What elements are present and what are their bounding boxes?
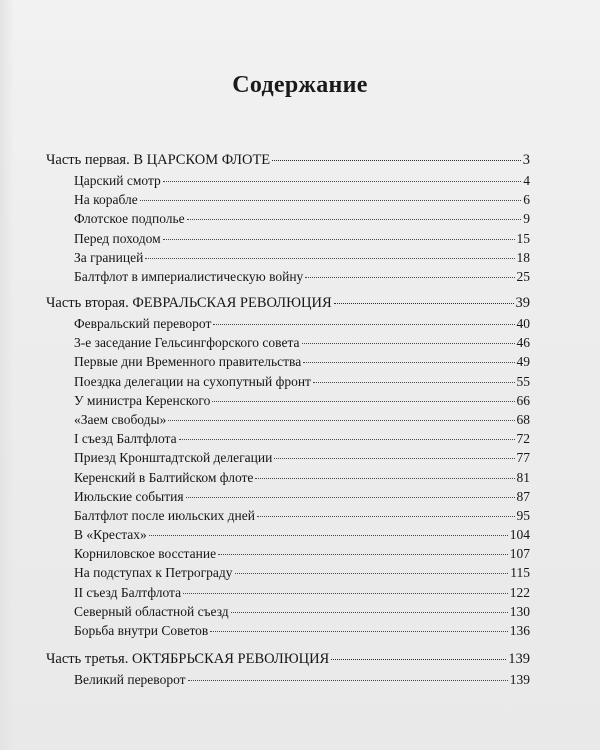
dot-leader [235,573,509,574]
dot-leader [213,324,514,325]
toc-entry[interactable] [46,583,530,602]
toc-page-number: 107 [509,546,530,562]
toc-entry-label: Балтфлот после июльских дней [74,507,255,523]
toc-entry-label: Флотское подполье [74,211,185,227]
toc-page-number: 25 [516,268,530,284]
toc-entry[interactable] [46,621,530,640]
toc-page-number: 87 [516,488,530,504]
toc-entry-label: В «Крестах» [74,527,147,543]
page-title: Содержание [232,72,368,98]
toc-entry-label: 3-е заседание Гельсингфорского совета [74,335,300,351]
toc-entry[interactable] [46,410,530,429]
dot-leader [257,516,515,517]
toc-page-number: 55 [516,373,530,389]
toc-page-number: 6 [523,192,530,208]
toc-page-number: 115 [510,565,530,581]
toc-page-number: 122 [509,584,530,600]
toc-page-number: 9 [523,211,530,227]
dot-leader [163,239,515,240]
toc-part-label: Часть третья. ОКТЯБРЬСКАЯ РЕВОЛЮЦИЯ [46,651,330,667]
toc-entry-label: Первые дни Временного правительства [74,354,302,370]
dot-leader [218,554,508,555]
toc-entry-label: I съезд Балтфлота [74,431,177,447]
toc-entry-label: Северный областной съезд [74,603,229,619]
toc-entry[interactable] [46,487,530,506]
toc-entry[interactable] [46,314,530,333]
toc-page-number: 15 [516,230,530,246]
dot-leader [331,659,506,660]
toc-entry[interactable] [46,209,530,228]
toc-entry[interactable] [46,171,530,190]
dot-leader [187,219,522,220]
toc-page-number: 39 [515,295,530,311]
toc-entry[interactable] [46,448,530,467]
dot-leader [188,680,508,681]
toc-entry[interactable] [46,267,530,286]
dot-leader [149,535,508,536]
dot-leader [303,362,514,363]
toc-part-heading[interactable] [46,292,530,314]
toc-page-number: 4 [523,173,530,188]
toc-page-number: 72 [516,431,530,447]
toc-entry-label: «Заем свободы» [74,411,167,427]
toc-entry-label: За границей [74,249,144,265]
dot-leader [210,631,507,632]
toc-entry-label: Балтфлот в империалистическую войну [74,268,304,284]
toc-entry[interactable] [46,333,530,352]
page-edge-shadow [0,0,14,750]
dot-leader [272,160,521,161]
dot-leader [313,382,515,383]
toc-page-number: 104 [509,527,530,543]
toc-entry-label: II съезд Балтфлота [74,584,182,600]
dot-leader [305,277,514,278]
dot-leader [255,478,514,479]
toc-entry[interactable] [46,468,530,487]
toc-entry[interactable] [46,248,530,267]
toc-entry-label: У министра Керенского [74,392,211,408]
dot-leader [274,458,514,459]
toc-entry[interactable] [46,506,530,525]
toc-part-heading[interactable] [46,149,530,171]
toc-page-number: 130 [509,603,530,619]
toc-page-number: 40 [516,316,530,331]
toc-page-number: 46 [516,335,530,351]
toc-page-number: 18 [516,249,530,265]
toc-entry[interactable] [46,670,530,689]
dot-leader [145,258,514,259]
toc-part-1 [46,149,530,286]
toc-entry-label: Керенский в Балтийском флоте [74,469,254,485]
toc-entry-label: На подступах к Петрограду [74,565,233,581]
toc-page-number: 139 [508,651,530,667]
toc-entry[interactable] [46,372,530,391]
dot-leader [168,420,514,421]
toc-entry-label: Перед походом [74,230,161,246]
toc-entry[interactable] [46,391,530,410]
toc-entry[interactable] [46,544,530,563]
dot-leader [231,612,508,613]
toc-entry-label: Июльские события [74,488,184,504]
toc-page-number: 81 [516,469,530,485]
toc-entry-label: Поездка делегации на сухопутный фронт [74,373,311,389]
dot-leader [334,303,514,304]
dot-leader [186,497,515,498]
toc-entry[interactable] [46,563,530,582]
toc-page-number: 68 [516,411,530,427]
toc-entry[interactable] [46,602,530,621]
toc-page-number: 3 [522,152,530,168]
toc-part-2 [46,292,530,640]
toc-entry[interactable] [46,525,530,544]
toc-entry-label: Февральский переворот [74,316,212,331]
toc-entry-label: Великий переворот [74,672,186,687]
toc-entry[interactable] [46,429,530,448]
toc-page-number: 95 [516,507,530,523]
dot-leader [212,401,514,402]
toc-part-3 [46,648,530,689]
toc-entry-label: На корабле [74,192,138,208]
toc-entry[interactable] [46,352,530,371]
dot-leader [183,593,508,594]
dot-leader [140,200,522,201]
toc-part-label: Часть первая. В ЦАРСКОМ ФЛОТЕ [46,152,271,168]
toc-entry[interactable] [46,229,530,248]
toc-page-number: 49 [516,354,530,370]
dot-leader [179,439,515,440]
toc-part-label: Часть вторая. ФЕВРАЛЬСКАЯ РЕВОЛЮЦИЯ [46,295,332,311]
toc-entry[interactable] [46,190,530,209]
toc-page-number: 136 [509,623,530,638]
toc-entry-label: Борьба внутри Советов [74,623,209,638]
toc-page-number: 66 [516,392,530,408]
toc-page-number: 139 [509,672,530,687]
dot-leader [302,343,515,344]
toc-part-heading[interactable] [46,648,530,670]
dot-leader [163,181,521,182]
toc-entry-label: Приезд Кронштадтской делегации [74,450,273,466]
toc-entry-label: Царский смотр [74,173,161,188]
toc-page-number: 77 [516,450,530,466]
toc-entry-label: Корниловское восстание [74,546,217,562]
